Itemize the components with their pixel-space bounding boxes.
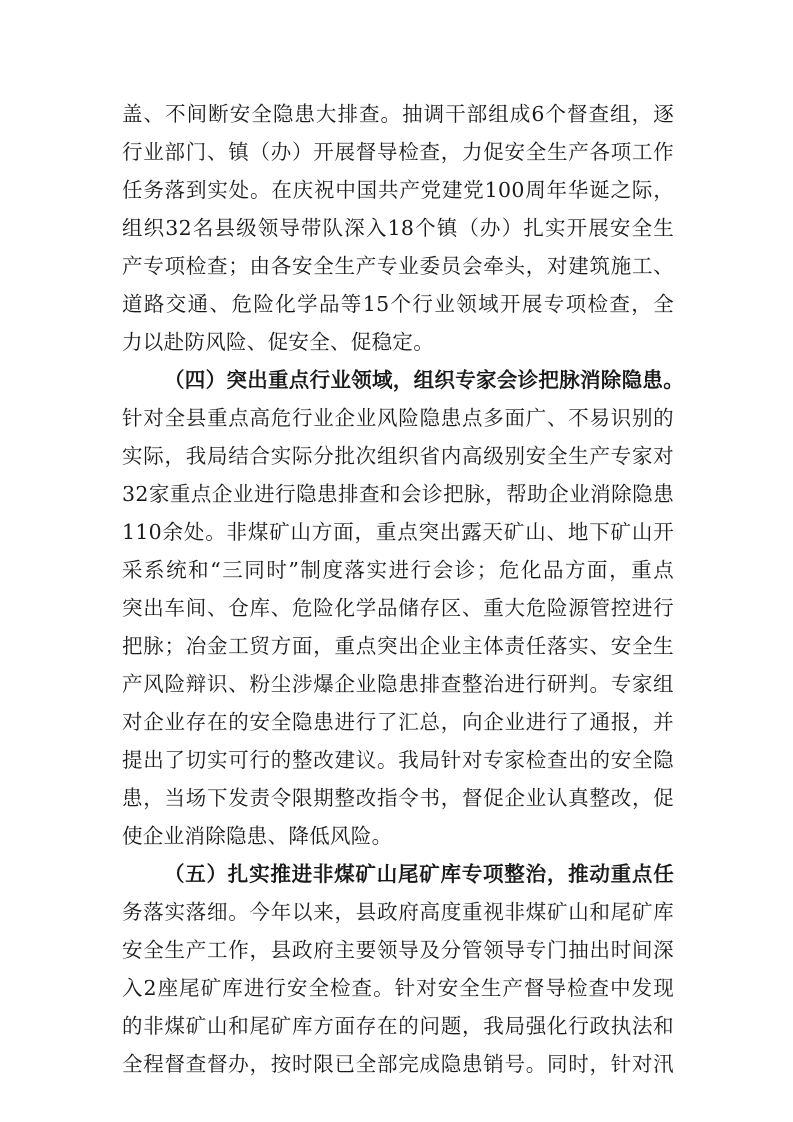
text-line: 任务落到实处。在庆祝中国共产党建党100周年华诞之际， (122, 178, 674, 202)
text-line: 的非煤矿山和尾矿库方面存在的问题，我局强化行政执法和 (122, 1014, 674, 1038)
text-line: 使企业消除隐患、降低风险。 (122, 824, 393, 848)
text-line: 110余处。非煤矿山方面，重点突出露天矿山、地下矿山开 (122, 520, 674, 544)
text-line: 突出车间、仓库、危险化学品储存区、重大危险源管控进行 (122, 596, 674, 620)
text-line: 道路交通、危险化学品等15个行业领域开展专项检查，全 (122, 292, 674, 316)
text-line: 患，当场下发责令限期整改指令书，督促企业认真整改，促 (122, 786, 674, 810)
text-line: 产风险辩识、粉尘涉爆企业隐患排查整治进行研判。专家组 (122, 672, 674, 696)
text-line: 力以赴防风险、促安全、促稳定。 (122, 330, 434, 354)
text-line: 对企业存在的安全隐患进行了汇总，向企业进行了通报，并 (122, 710, 674, 734)
text-line: 全程督查督办，按时限已全部完成隐患销号。同时，针对汛 (122, 1052, 674, 1076)
text-line: 入2座尾矿库进行安全检查。针对安全生产督导检查中发现 (122, 976, 674, 1000)
text-line: 盖、不间断安全隐患大排查。抽调干部组成6个督查组，逐 (122, 102, 674, 126)
text-line: 采系统和“三同时”制度落实进行会诊；危化品方面，重点 (122, 558, 674, 582)
text-line: 提出了切实可行的整改建议。我局针对专家检查出的安全隐 (122, 748, 674, 772)
section-heading-5: （五）扎实推进非煤矿山尾矿库专项整治，推动重点任 (164, 862, 674, 886)
text-line: 针对全县重点高危行业企业风险隐患点多面广、不易识别的 (122, 406, 674, 430)
text-line: 行业部门、镇（办）开展督导检查，力促安全生产各项工作 (122, 140, 674, 164)
text-line: 32家重点企业进行隐患排查和会诊把脉，帮助企业消除隐患 (122, 482, 674, 506)
text-line: 把脉；冶金工贸方面，重点突出企业主体责任落实、安全生 (122, 634, 674, 658)
section-heading-4: （四）突出重点行业领域，组织专家会诊把脉消除隐患。 (164, 368, 684, 392)
text-line: 实际，我局结合实际分批次组织省内高级别安全生产专家对 (122, 444, 674, 468)
text-line: 务落实落细。今年以来，县政府高度重视非煤矿山和尾矿库 (122, 900, 674, 924)
text-line: 组织32名县级领导带队深入18个镇（办）扎实开展安全生 (122, 216, 674, 240)
text-line: 安全生产工作，县政府主要领导及分管领导专门抽出时间深 (122, 938, 674, 962)
text-line: 产专项检查；由各安全生产专业委员会牵头，对建筑施工、 (122, 254, 674, 278)
